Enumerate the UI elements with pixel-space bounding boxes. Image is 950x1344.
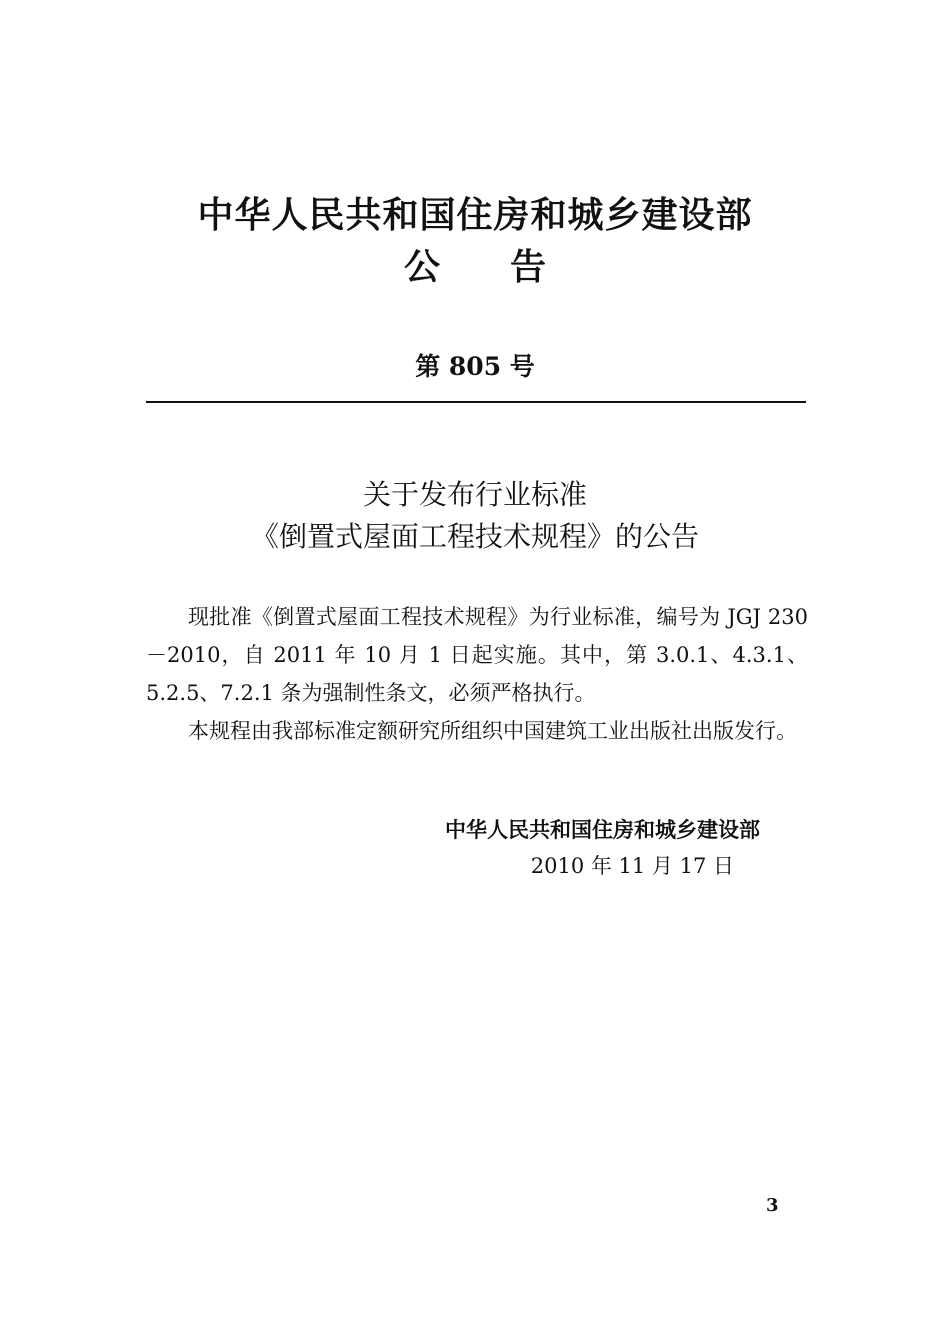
body-paragraph-1: 现批准《倒置式屋面工程技术规程》为行业标准，编号为 JGJ 230－2010，自 2011 年 10 月 1 日起实施。其中，第 3.0.1、4.3.1、5.2.5、7.2.1 条为强制性条文，必须严格执行。 (146, 605, 808, 705)
page-number: 3 (766, 1195, 779, 1216)
subject-line-1: 关于发布行业标准 (362, 478, 587, 511)
subject-line-2: 《倒置式屋面工程技术规程》的公告 (250, 520, 699, 553)
ministry-title: 中华人民共和国住房和城乡建设部 (197, 195, 753, 236)
notice-number: 第 805 号 (415, 352, 535, 381)
body-paragraph-2: 本规程由我部标准定额研究所组织中国建筑工业出版社出版发行。 (188, 719, 797, 743)
signature-date: 2010 年 11 月 17 日 (530, 854, 734, 878)
signature-organization: 中华人民共和国住房和城乡建设部 (445, 818, 760, 842)
notice-subject (0, 474, 950, 558)
notice-body (146, 598, 808, 750)
horizontal-rule (146, 401, 806, 403)
signature-block (0, 812, 760, 884)
notice-heading: 公告 (403, 247, 616, 288)
